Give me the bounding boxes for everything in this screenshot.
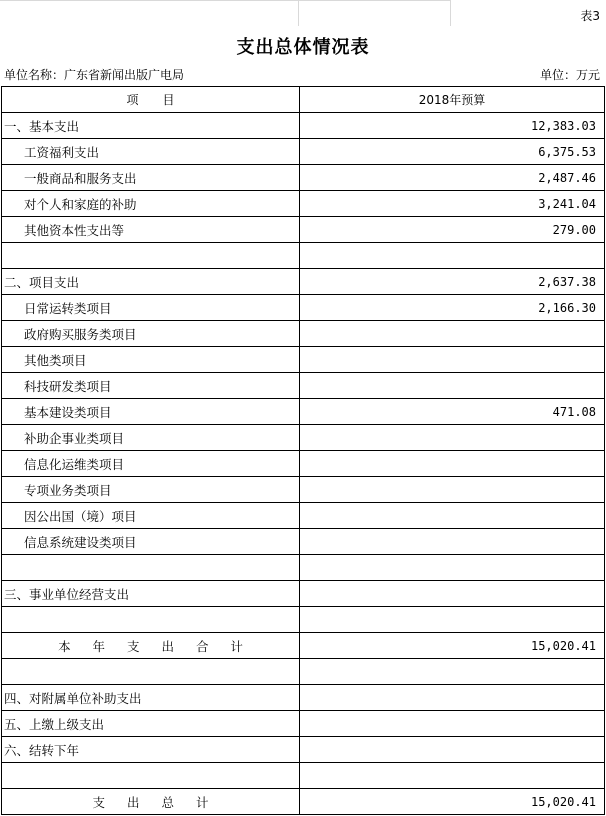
row-value (300, 451, 605, 477)
sheet-top-gridline (0, 0, 450, 1)
row-label: 专项业务类项目 (2, 477, 300, 503)
table-row (2, 607, 605, 633)
row-value: 12,383.03 (300, 113, 605, 139)
row-label (2, 763, 300, 789)
table-row (2, 269, 605, 295)
table-row (2, 659, 605, 685)
table-row (2, 685, 605, 711)
row-label: 科技研发类项目 (2, 373, 300, 399)
row-value: 15,020.41 (300, 633, 605, 659)
header-item: 项 目 (2, 87, 300, 113)
row-label: 四、对附属单位补助支出 (2, 685, 300, 711)
row-label: 支 出 总 计 (2, 789, 300, 815)
table-row (2, 633, 605, 659)
table-row (2, 321, 605, 347)
row-value: 471.08 (300, 399, 605, 425)
table-row (2, 529, 605, 555)
row-label: 五、上缴上级支出 (2, 711, 300, 737)
table-row (2, 425, 605, 451)
row-label: 本 年 支 出 合 计 (2, 633, 300, 659)
unit-info-row (4, 66, 600, 83)
row-value: 3,241.04 (300, 191, 605, 217)
table-row (2, 295, 605, 321)
table-row (2, 581, 605, 607)
row-value (300, 607, 605, 633)
header-budget-2018: 2018年预算 (300, 87, 605, 113)
table-row (2, 503, 605, 529)
page-title: 支出总体情况表 (236, 37, 370, 58)
row-value: 6,375.53 (300, 139, 605, 165)
row-value (300, 425, 605, 451)
row-label (2, 243, 300, 269)
row-label: 基本建设类项目 (2, 399, 300, 425)
table-row (2, 347, 605, 373)
row-value (300, 555, 605, 581)
table-row (2, 763, 605, 789)
row-value (300, 321, 605, 347)
row-value: 2,487.46 (300, 165, 605, 191)
row-label: 对个人和家庭的补助 (2, 191, 300, 217)
row-label (2, 607, 300, 633)
sheet-gridline-tick (450, 0, 451, 26)
unit-name: 单位名称：广东省新闻出版广电局 (4, 68, 185, 82)
row-label: 因公出国（境）项目 (2, 503, 300, 529)
row-value (300, 347, 605, 373)
table-row (2, 191, 605, 217)
row-value (300, 529, 605, 555)
row-label: 工资福利支出 (2, 139, 300, 165)
row-value (300, 243, 605, 269)
table-row (2, 555, 605, 581)
table-row (2, 373, 605, 399)
table-row (2, 399, 605, 425)
row-label (2, 659, 300, 685)
table-row (2, 451, 605, 477)
row-label: 一、基本支出 (2, 113, 300, 139)
row-label: 六、结转下年 (2, 737, 300, 763)
row-label: 补助企事业类项目 (2, 425, 300, 451)
row-value (300, 477, 605, 503)
table-row (2, 139, 605, 165)
table-row (2, 217, 605, 243)
row-value (300, 373, 605, 399)
table-header-row (2, 87, 605, 113)
row-label: 三、事业单位经营支出 (2, 581, 300, 607)
row-value: 15,020.41 (300, 789, 605, 815)
table-row (2, 711, 605, 737)
row-label: 其他类项目 (2, 347, 300, 373)
row-value (300, 711, 605, 737)
table-row (2, 789, 605, 815)
sheet-gridline-tick (298, 0, 299, 26)
row-value (300, 503, 605, 529)
table-row (2, 165, 605, 191)
row-value (300, 581, 605, 607)
expenditure-table (1, 86, 605, 815)
row-value (300, 737, 605, 763)
row-value (300, 659, 605, 685)
row-label: 政府购买服务类项目 (2, 321, 300, 347)
table-number: 表3 (580, 9, 600, 23)
row-label: 日常运转类项目 (2, 295, 300, 321)
row-label: 二、项目支出 (2, 269, 300, 295)
row-value (300, 763, 605, 789)
table-row (2, 243, 605, 269)
currency-unit: 单位：万元 (539, 68, 600, 82)
row-value: 2,166.30 (300, 295, 605, 321)
row-label: 其他资本性支出等 (2, 217, 300, 243)
table-body (2, 113, 605, 815)
row-label: 一般商品和服务支出 (2, 165, 300, 191)
row-label: 信息系统建设类项目 (2, 529, 300, 555)
row-value: 279.00 (300, 217, 605, 243)
table-row (2, 737, 605, 763)
row-label: 信息化运维类项目 (2, 451, 300, 477)
row-label (2, 555, 300, 581)
table-row (2, 477, 605, 503)
row-value (300, 685, 605, 711)
table-row (2, 113, 605, 139)
row-value: 2,637.38 (300, 269, 605, 295)
